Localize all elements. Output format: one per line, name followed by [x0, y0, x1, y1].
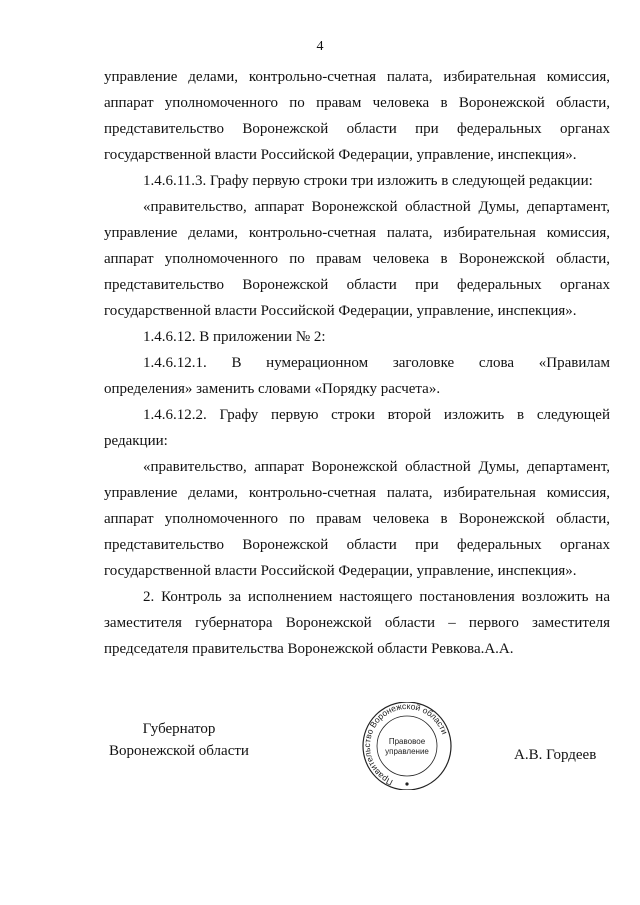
quote-line: «правительство, аппарат Воронежской областной Думы, департамент, — [143, 459, 610, 475]
paragraph-2: 2. Контроль за исполнением настоящего постановления возложить на — [143, 589, 610, 605]
signatory-title-line: Воронежской области — [109, 743, 249, 759]
text-line: управление делами, контрольно-счетная палата, избирательная комиссия, — [104, 225, 610, 241]
paragraph-1-4-6-12-2: 1.4.6.12.2. Графу первую строки второй изложить в следующей — [143, 407, 610, 423]
official-stamp — [357, 702, 457, 790]
text-line: государственной власти Российской Федерации, управление, инспекция». — [104, 303, 577, 319]
text-line: управление делами, контрольно-счетная палата, избирательная комиссия, — [104, 485, 610, 501]
text-line: управление делами, контрольно-счетная палата, избирательная комиссия, — [104, 69, 610, 85]
text-line: председателя правительства Воронежской области Ревкова.А.А. — [104, 641, 514, 657]
text-line: аппарат уполномоченного по правам человека в Воронежской области, — [104, 95, 610, 111]
text-line: редакции: — [104, 433, 168, 449]
text-line: аппарат уполномоченного по правам человека в Воронежской области, — [104, 511, 610, 527]
page-number: 4 — [316, 39, 324, 54]
signatory-title — [104, 718, 254, 762]
stamp-center-text: Правовое — [388, 737, 426, 746]
text-line: заместителя губернатора Воронежской области – первого заместителя — [104, 615, 610, 631]
signatory-title-line: Губернатор — [142, 721, 216, 737]
stamp-ring-text: Правительство Воронежской области — [362, 702, 450, 788]
text-line: аппарат уполномоченного по правам человека в Воронежской области, — [104, 251, 610, 267]
paragraph-1-4-6-12-1: 1.4.6.12.1. В нумерационном заголовке слова «Правилам — [143, 355, 610, 371]
stamp-center-text: управление — [385, 747, 429, 756]
paragraph-1-4-6-12: 1.4.6.12. В приложении № 2: — [143, 329, 326, 345]
text-line: определения» заменить словами «Порядку расчета». — [104, 381, 441, 397]
text-line: государственной власти Российской Федерации, управление, инспекция». — [104, 563, 577, 579]
signatory-name: А.В. Гордеев — [514, 747, 597, 763]
text-line: представительство Воронежской области при федеральных органах — [104, 537, 610, 553]
text-line: представительство Воронежской области при федеральных органах — [104, 121, 610, 137]
text-line: представительство Воронежской области при федеральных органах — [104, 277, 610, 293]
quote-line: «правительство, аппарат Воронежской областной Думы, департамент, — [143, 199, 610, 215]
text-line: государственной власти Российской Федерации, управление, инспекция». — [104, 147, 577, 163]
paragraph-1-4-6-11-3: 1.4.6.11.3. Графу первую строки три изложить в следующей редакции: — [143, 173, 593, 189]
